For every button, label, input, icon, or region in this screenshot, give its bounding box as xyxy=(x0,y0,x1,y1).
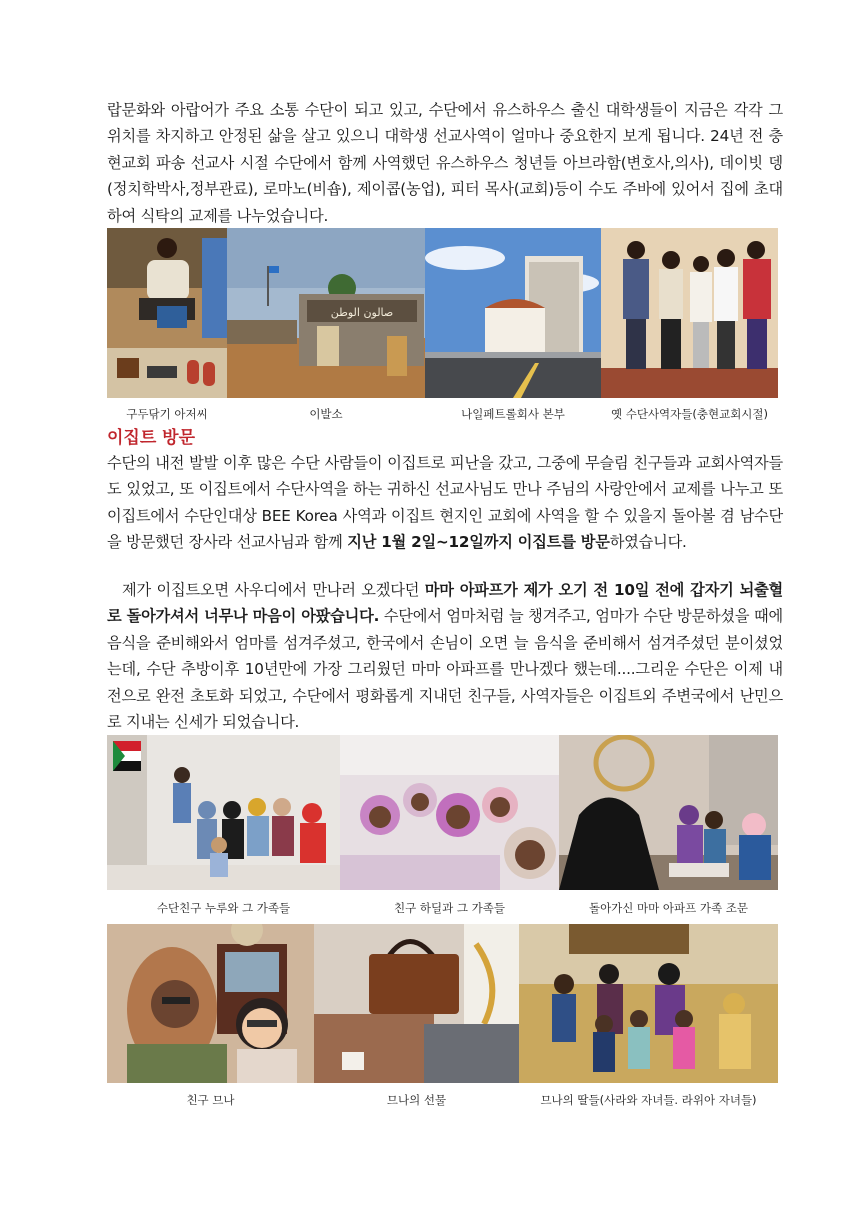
photo-hadeel-family xyxy=(340,735,559,890)
mama-afaf-paragraph xyxy=(107,577,783,735)
paragraph3-text-a: 제가 이집트오면 사우디에서 만나러 오겠다던 xyxy=(122,581,425,599)
caption-hadeel-family: 친구 하딜과 그 가족들 xyxy=(394,901,505,915)
barbershop-sign-text: صالون الوطن xyxy=(330,306,394,319)
paragraph2-bold: 지난 1월 2일~12일까지 이집트를 방문 xyxy=(347,533,610,552)
paragraph3-text-b: 수단에서 엄마처럼 늘 챙겨주고, 엄마가 수단 방문하셨을 때에 음식을 준비해와서 엄마를 섬겨주셨고, 한국에서 손님이 오면 늘 음식을 준비해서 섬겨주셨던 분이셨었는데, 수단 추방이후 10년만에 가장 그리웠던 마마 아파프를 만나겠다 했는데....그리운 수단은 이제 내전으로 완전 초토화 되었고, 수단에서 평화롭게 지내던 친구들, 사역자들은 이집트외 주변국에서 난민으로 지내는 신세가 되었습니다. xyxy=(107,607,783,732)
photo-nuru-family xyxy=(107,735,340,890)
caption-condolence: 돌아가신 마마 아파프 가족 조문 xyxy=(588,901,749,915)
photo-barbershop xyxy=(227,228,425,398)
caption-muna-gift: 므나의 선물 xyxy=(386,1093,447,1107)
photo-former-sudan-workers xyxy=(601,228,778,398)
paragraph3-bold: 마마 아파프가 제가 오기 전 10일 전에 갑자기 뇌출혈로 돌아가셔서 너무나 마음이 아팠습니다. xyxy=(107,581,784,626)
photo-shoeshine-man xyxy=(107,228,227,398)
caption-nile-petroleum: 나일페트롤회사 본부 xyxy=(461,407,565,421)
paragraph2-text-a: 수단의 내전 발발 이후 많은 수단 사람들이 이집트로 피난을 갔고, 그중에 무슬림 친구들과 교회사역자들도 있었고, 또 이집트에서 수단사역을 하는 귀하신 선교사님도 만나 주님의 사랑안에서 교제를 나누고 또 이집트에서 수단인대상 BEE Korea 사역과 이집트 현지인 교회에 사역을 할 수 있을지 돌아볼 겸 남수단을 방문했던 장사라 선교사님과 함께 xyxy=(107,454,783,552)
paragraph2-text-b: 하였습니다. xyxy=(609,533,687,552)
caption-barbershop: 이발소 xyxy=(309,407,343,421)
section-heading-egypt-visit: 이집트 방문 xyxy=(107,428,196,448)
intro-paragraph: 랍문화와 아랍어가 주요 소통 수단이 되고 있고, 수단에서 유스하우스 출신 대학생들이 지금은 각각 그 위치를 차지하고 안정된 삶을 살고 있으니 대학생 선교사역이 얼마나 중요한지 보게 됩니다. 24년 전 충현교회 파송 선교사 시절 수단에서 함께 사역했던 유스하우스 청년들 아브라함(변호사,의사), 데이빗 뎅(정치학박사,정부관료), 로마노(비숍), 제이콥(농업), 피터 목사(교회)등이 수도 주바에 있어서 집에 초대하여 식탁의 교제를 나누었습니다. xyxy=(107,101,783,225)
egypt-visit-paragraph xyxy=(107,450,783,556)
photo-mama-afaf-condolence xyxy=(559,735,778,890)
caption-nuru-family: 수단친구 누루와 그 가족들 xyxy=(156,901,291,915)
photo-friend-muna xyxy=(107,924,314,1083)
photo-muna-gift xyxy=(314,924,519,1083)
caption-former-workers: 옛 수단사역자들(충현교회시절) xyxy=(610,407,769,421)
caption-shoeshine: 구두닦기 아저씨 xyxy=(126,407,208,421)
caption-friend-muna: 친구 므나 xyxy=(186,1093,235,1107)
photo-nile-petroleum-hq xyxy=(425,228,601,398)
photo-muna-daughters xyxy=(519,924,778,1083)
caption-muna-daughters: 므나의 딸들(사라와 자녀들. 라위아 자녀들) xyxy=(540,1093,757,1107)
